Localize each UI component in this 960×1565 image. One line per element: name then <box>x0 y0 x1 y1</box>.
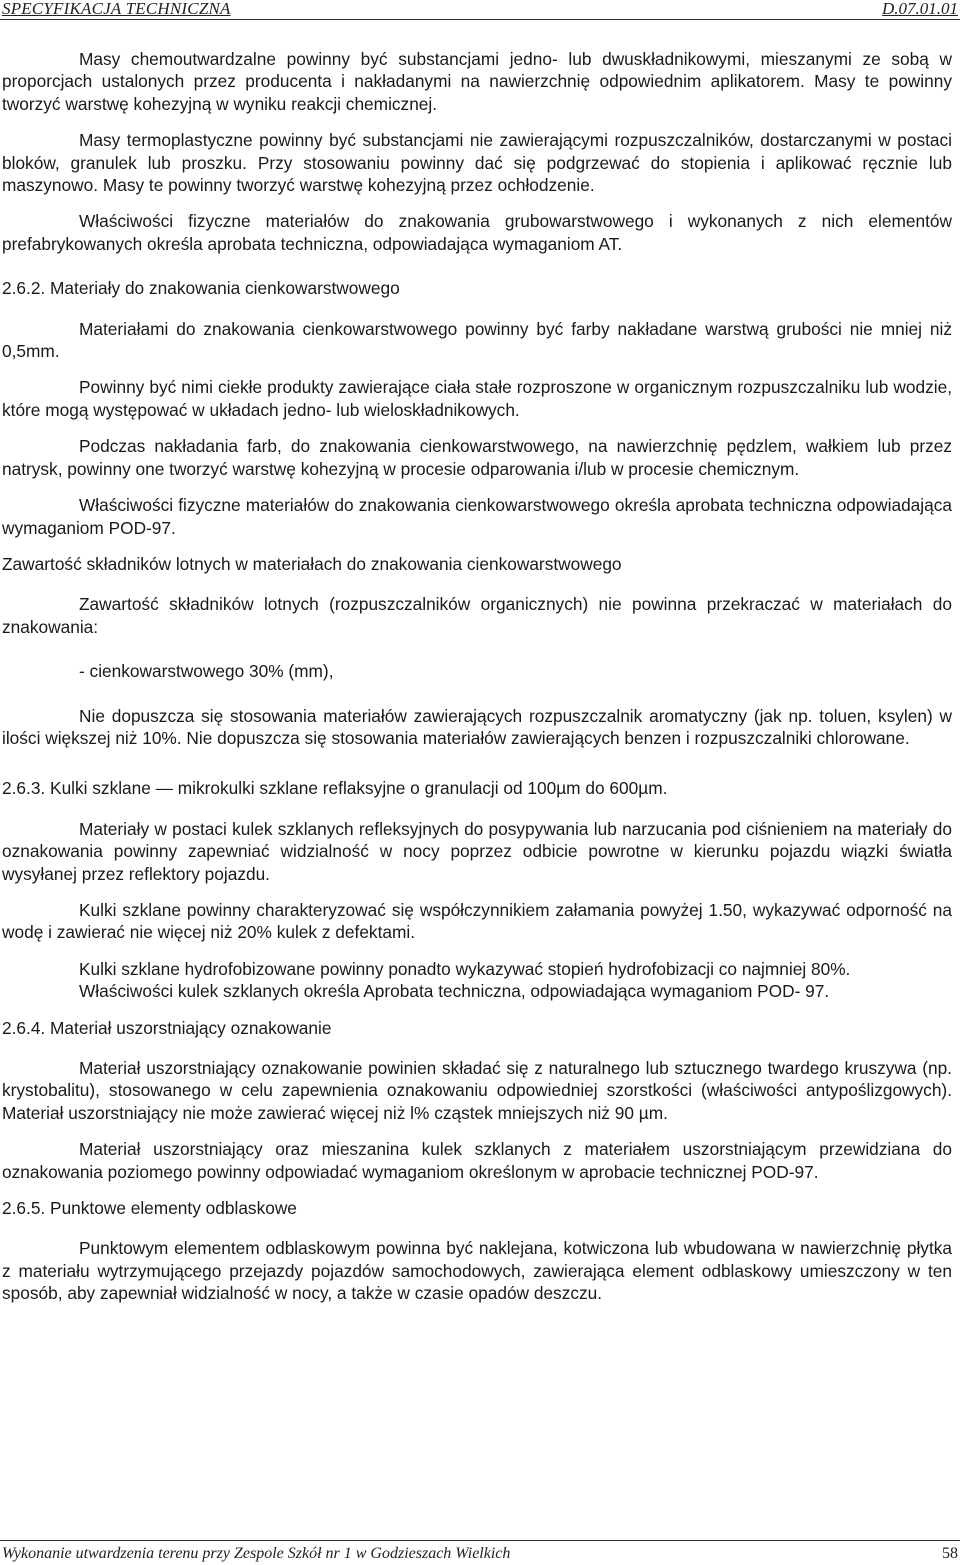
list-item-cienkowarstwowe: - cienkowarstwowego 30% (mm), <box>79 661 334 682</box>
page-footer <box>0 1540 960 1564</box>
section-heading-2-6-3: 2.6.3. Kulki szklane — mikrokulki szklane reflaksyjne o granulacji od 100µm do 600µm. <box>2 778 668 799</box>
paragraph-wlasciwosci-grubowarstwowe: Właściwości fizyczne materiałów do znakowania grubowarstwowego i wykonanych z nich elementów prefabrykowanych określa aprobata techniczna, odpowiadająca wymaganiom AT. <box>2 211 952 254</box>
paragraph-hydrofobizowane: Kulki szklane hydrofobizowane powinny ponadto wykazywać stopień hydrofobizacji co najmniej 80%. <box>79 958 851 979</box>
paragraph-wlasciwosci-kulek: Właściwości kulek szklanych określa Aprobata techniczna, odpowiadająca wymaganiom POD- 97. <box>79 981 830 1002</box>
page-number: 58 <box>942 1545 958 1562</box>
paragraph-nakladanie-farb: Podczas nakładania farb, do znakowania cienkowarstwowego, na nawierzchnię pędzlem, wałkiem lub przez natrysk, powinny one tworzyć warstwę kohezyjną w procesie odparowania i/lub w procesie chemicznym. <box>2 436 952 479</box>
header-code: D.07.01.01 <box>881 0 958 18</box>
paragraph-chemoutwardzalne: Masy chemoutwardzalne powinny być substancjami jedno- lub dwuskładnikowymi, mieszanymi ze sobą w proporcjach ustalonych przez producenta i nakładanymi na nawierzchnię odpowiednim aplikatorem. Masy te powinny tworzyć warstwę kohezyjną w wyniku reakcji chemicznej. <box>2 49 952 114</box>
paragraph-rozpuszczalniki: Nie dopuszcza się stosowania materiałów zawierających rozpuszczalnik aromatyczny (jak np. toluen, ksylen) w ilości większej niż 10%. Nie dopuszcza się stosowania materiałów zawierających benzen i rozpuszczalniki chlorowane. <box>2 705 952 748</box>
paragraph-kulki-szklane: Materiały w postaci kulek szklanych refleksyjnych do posypywania lub narzucania pod ciśnieniem na materiały do oznakowania powinny zapewniać widzialność w nocy poprzez odbicie powrotne w kierunku pojazdu wiązki światła wysyłanej przez reflektory pojazdu. <box>2 818 952 884</box>
paragraph-ciekle-produkty: Powinny być nimi ciekłe produkty zawierające ciała stałe rozproszone w organicznym rozpuszczalniku lub wodzie, które mogą występować w układach jedno- lub wieloskładnikowych. <box>2 377 952 420</box>
paragraph-farby: Materiałami do znakowania cienkowarstwowego powinny być farby nakładane warstwą grubości nie mniej niż 0,5mm. <box>2 318 952 362</box>
section-heading-2-6-4: 2.6.4. Materiał uszorstniający oznakowanie <box>2 1017 332 1038</box>
paragraph-wspolczynnik-zalamania: Kulki szklane powinny charakteryzować się współczynnikiem załamania powyżej 1.50, wykazywać odporność na wodę i zawierać nie więcej niż 20% kulek z defektami. <box>2 899 952 943</box>
header-rule <box>0 19 960 20</box>
paragraph-elementy-odblaskowe: Punktowym elementem odblaskowym powinna być naklejana, kotwiczona lub wbudowana w nawierzchnię płytka z materiału wytrzymującego przejazdy pojazdów samochodowych, zawierająca element odblaskowy umieszczony w ten sposób, aby zapewniał widzialność w nocy, a także w czasie opadów deszczu. <box>2 1238 952 1304</box>
paragraph-zawartosc-lotnych: Zawartość składników lotnych (rozpuszczalników organicznych) nie powinna przekraczać w materiałach do znakowania: <box>2 594 952 637</box>
paragraph-material-uszorstniajacy: Materiał uszorstniający oznakowanie powinien składać się z naturalnego lub sztucznego twardego kruszywa (np. krystobalitu), stosowanego w celu zapewnienia oznakowaniu odpowiedniej szorstkości (właściwości antypoślizgowych). Materiał uszorstniający nie może zawierać więcej niż l% cząstek mniejszych niż 90 µm. <box>2 1058 952 1123</box>
page-header <box>0 0 960 20</box>
paragraph-mieszanina-kulek: Materiał uszorstniający oraz mieszanina kulek szklanych z materiałem uszorstniającym przewidziana do oznakowania poziomego powinny odpowiadać wymaganiom określonym w aprobacie technicznej POD-97. <box>2 1139 952 1182</box>
section-heading-2-6-5: 2.6.5. Punktowe elementy odblaskowe <box>2 1198 297 1219</box>
footer-rule <box>0 1540 960 1541</box>
paragraph-wlasciwosci-cienkowarstwowe: Właściwości fizyczne materiałów do znakowania cienkowarstwowego określa aprobata techniczna odpowiadająca wymaganiom POD-97. <box>2 495 952 538</box>
document-body <box>2 48 952 1305</box>
subheading-skladniki-lotne: Zawartość składników lotnych w materiałach do znakowania cienkowarstwowego <box>2 553 622 574</box>
section-heading-2-6-2: 2.6.2. Materiały do znakowania cienkowarstwowego <box>2 278 400 299</box>
footer-text: Wykonanie utwardzenia terenu przy Zespole Szkół nr 1 w Godzieszach Wielkich <box>2 1545 511 1562</box>
header-title: SPECYFIKACJA TECHNICZNA <box>2 0 231 18</box>
paragraph-termoplastyczne: Masy termoplastyczne powinny być substancjami nie zawierającymi rozpuszczalników, dostarczanymi w postaci bloków, granulek lub proszku. Przy stosowaniu powinny dać się podgrzewać do stopienia i aplikować ręcznie lub maszynowo. Masy te powinny tworzyć warstwę kohezyjną przez ochłodzenie. <box>2 130 952 196</box>
